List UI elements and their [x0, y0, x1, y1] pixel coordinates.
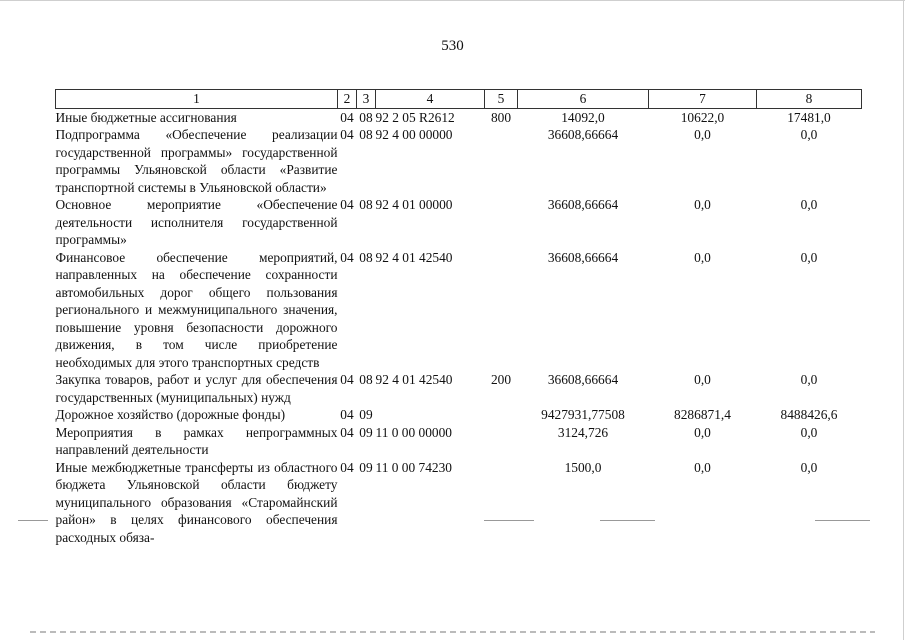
target-article-code: 92 4 01 00000	[375, 197, 453, 212]
subsection-code: 08	[359, 372, 373, 387]
row-name: Основное мероприятие «Обеспечение деятельности исполнителя государственной программы»	[55, 197, 338, 247]
amount-col7: 10622,0	[680, 109, 725, 125]
section-code: 04	[340, 127, 354, 142]
amount-col8: 0,0	[800, 249, 818, 265]
section-code: 04	[340, 407, 354, 422]
amount-col8: 0,0	[800, 197, 818, 212]
column-header: 7	[649, 90, 757, 109]
scan-artifact-noise	[30, 631, 875, 633]
table-header-row	[56, 90, 862, 109]
amount-col8: 17481,0	[787, 109, 831, 125]
column-header: 2	[338, 90, 357, 109]
amount-col8: 0,0	[800, 372, 818, 387]
target-article-code: 92 4 01 42540	[375, 249, 453, 265]
target-article-code: 11 0 00 74230	[375, 459, 452, 475]
target-article-code: 92 2 05 R2612	[375, 109, 455, 125]
amount-col7: 0,0	[694, 459, 711, 475]
section-code: 04	[340, 372, 354, 387]
amount-col6: 3124,726	[557, 424, 609, 440]
section-code: 04	[340, 109, 354, 125]
table-row	[56, 249, 862, 372]
amount-col7: 0,0	[694, 424, 711, 440]
amount-col6: 36608,66664	[547, 372, 619, 387]
section-code: 04	[340, 459, 354, 475]
row-name: Дорожное хозяйство (дорожные фонды)	[55, 407, 286, 422]
subsection-code: 09	[359, 459, 373, 475]
subsection-code: 08	[359, 197, 373, 212]
amount-col7: 0,0	[694, 372, 711, 387]
expense-type-code	[485, 459, 518, 547]
row-name: Подпрограмма «Обеспечение реализации государственной программы» государственной программы Ульяновской области «Развитие транспортной системы в Ульяновской области»	[55, 127, 338, 195]
budget-table	[55, 89, 862, 546]
amount-col7: 0,0	[694, 197, 711, 212]
scan-artifact-dash	[815, 520, 870, 521]
amount-col7: 0,0	[694, 249, 711, 265]
table-row	[56, 108, 862, 126]
section-code: 04	[340, 249, 354, 265]
subsection-code: 09	[359, 424, 373, 440]
expense-type-code	[485, 424, 518, 459]
row-name: Иные бюджетные ассигнования	[55, 109, 237, 125]
column-header: 6	[518, 90, 649, 109]
column-header: 4	[376, 90, 485, 109]
subsection-code: 08	[359, 249, 373, 265]
amount-col8: 0,0	[800, 424, 818, 440]
target-article-code: 92 4 01 42540	[375, 372, 453, 387]
target-article-code: 92 4 00 00000	[375, 127, 453, 142]
table-row	[56, 371, 862, 406]
amount-col6: 1500,0	[564, 459, 602, 475]
expense-type-code: 800	[490, 109, 512, 125]
expense-type-code	[485, 126, 518, 196]
amount-col6: 36608,66664	[547, 197, 619, 212]
expense-type-code	[485, 196, 518, 249]
amount-col6: 36608,66664	[547, 127, 619, 142]
expense-type-code	[485, 406, 518, 424]
scan-artifact-dash	[18, 520, 48, 521]
column-header: 8	[757, 90, 862, 109]
column-header: 3	[357, 90, 376, 109]
scan-artifact-dash	[600, 520, 655, 521]
row-name: Иные межбюджетные трансферты из областного бюджета Ульяновской области бюджету муниципального образования «Старомайнский район» в целях финансового обеспечения расходных обяза-	[55, 459, 338, 545]
amount-col7: 0,0	[694, 127, 711, 142]
column-header: 5	[485, 90, 518, 109]
amount-col8: 0,0	[800, 127, 818, 142]
row-name: Закупка товаров, работ и услуг для обеспечения государственных (муниципальных) нужд	[55, 372, 338, 405]
page-number: 530	[441, 38, 464, 54]
column-header: 1	[56, 90, 338, 109]
scan-edge-right	[903, 0, 904, 640]
scan-edge-top	[0, 0, 905, 1]
table-row	[56, 406, 862, 424]
row-name: Финансовое обеспечение мероприятий, направленных на обеспечение сохранности автомобильных дорог общего пользования регионального и межмуниципального значения, повышение уровня безопасности дорожного движения, в том числе приобретение необходимых для этого транспортных средств	[55, 249, 338, 370]
target-article-code: 11 0 00 00000	[375, 424, 452, 440]
scan-artifact-dash	[484, 520, 534, 521]
subsection-code: 08	[359, 127, 373, 142]
table-row	[56, 424, 862, 459]
amount-col8: 0,0	[800, 459, 818, 475]
target-article-code	[376, 406, 485, 424]
section-code: 04	[340, 197, 354, 212]
amount-col6: 9427931,77508	[541, 407, 625, 422]
section-code: 04	[340, 424, 354, 440]
amount-col8: 8488426,6	[780, 407, 838, 422]
table-row	[56, 126, 862, 196]
subsection-code: 09	[359, 407, 373, 422]
table-row	[56, 196, 862, 249]
amount-col6: 36608,66664	[547, 249, 619, 265]
amount-col7: 8286871,4	[674, 407, 731, 422]
table-row	[56, 459, 862, 547]
expense-type-code	[485, 249, 518, 372]
row-name: Мероприятия в рамках непрограммных направлений деятельности	[55, 424, 338, 457]
amount-col6: 14092,0	[561, 109, 605, 125]
subsection-code: 08	[359, 109, 373, 125]
expense-type-code: 200	[490, 372, 512, 387]
